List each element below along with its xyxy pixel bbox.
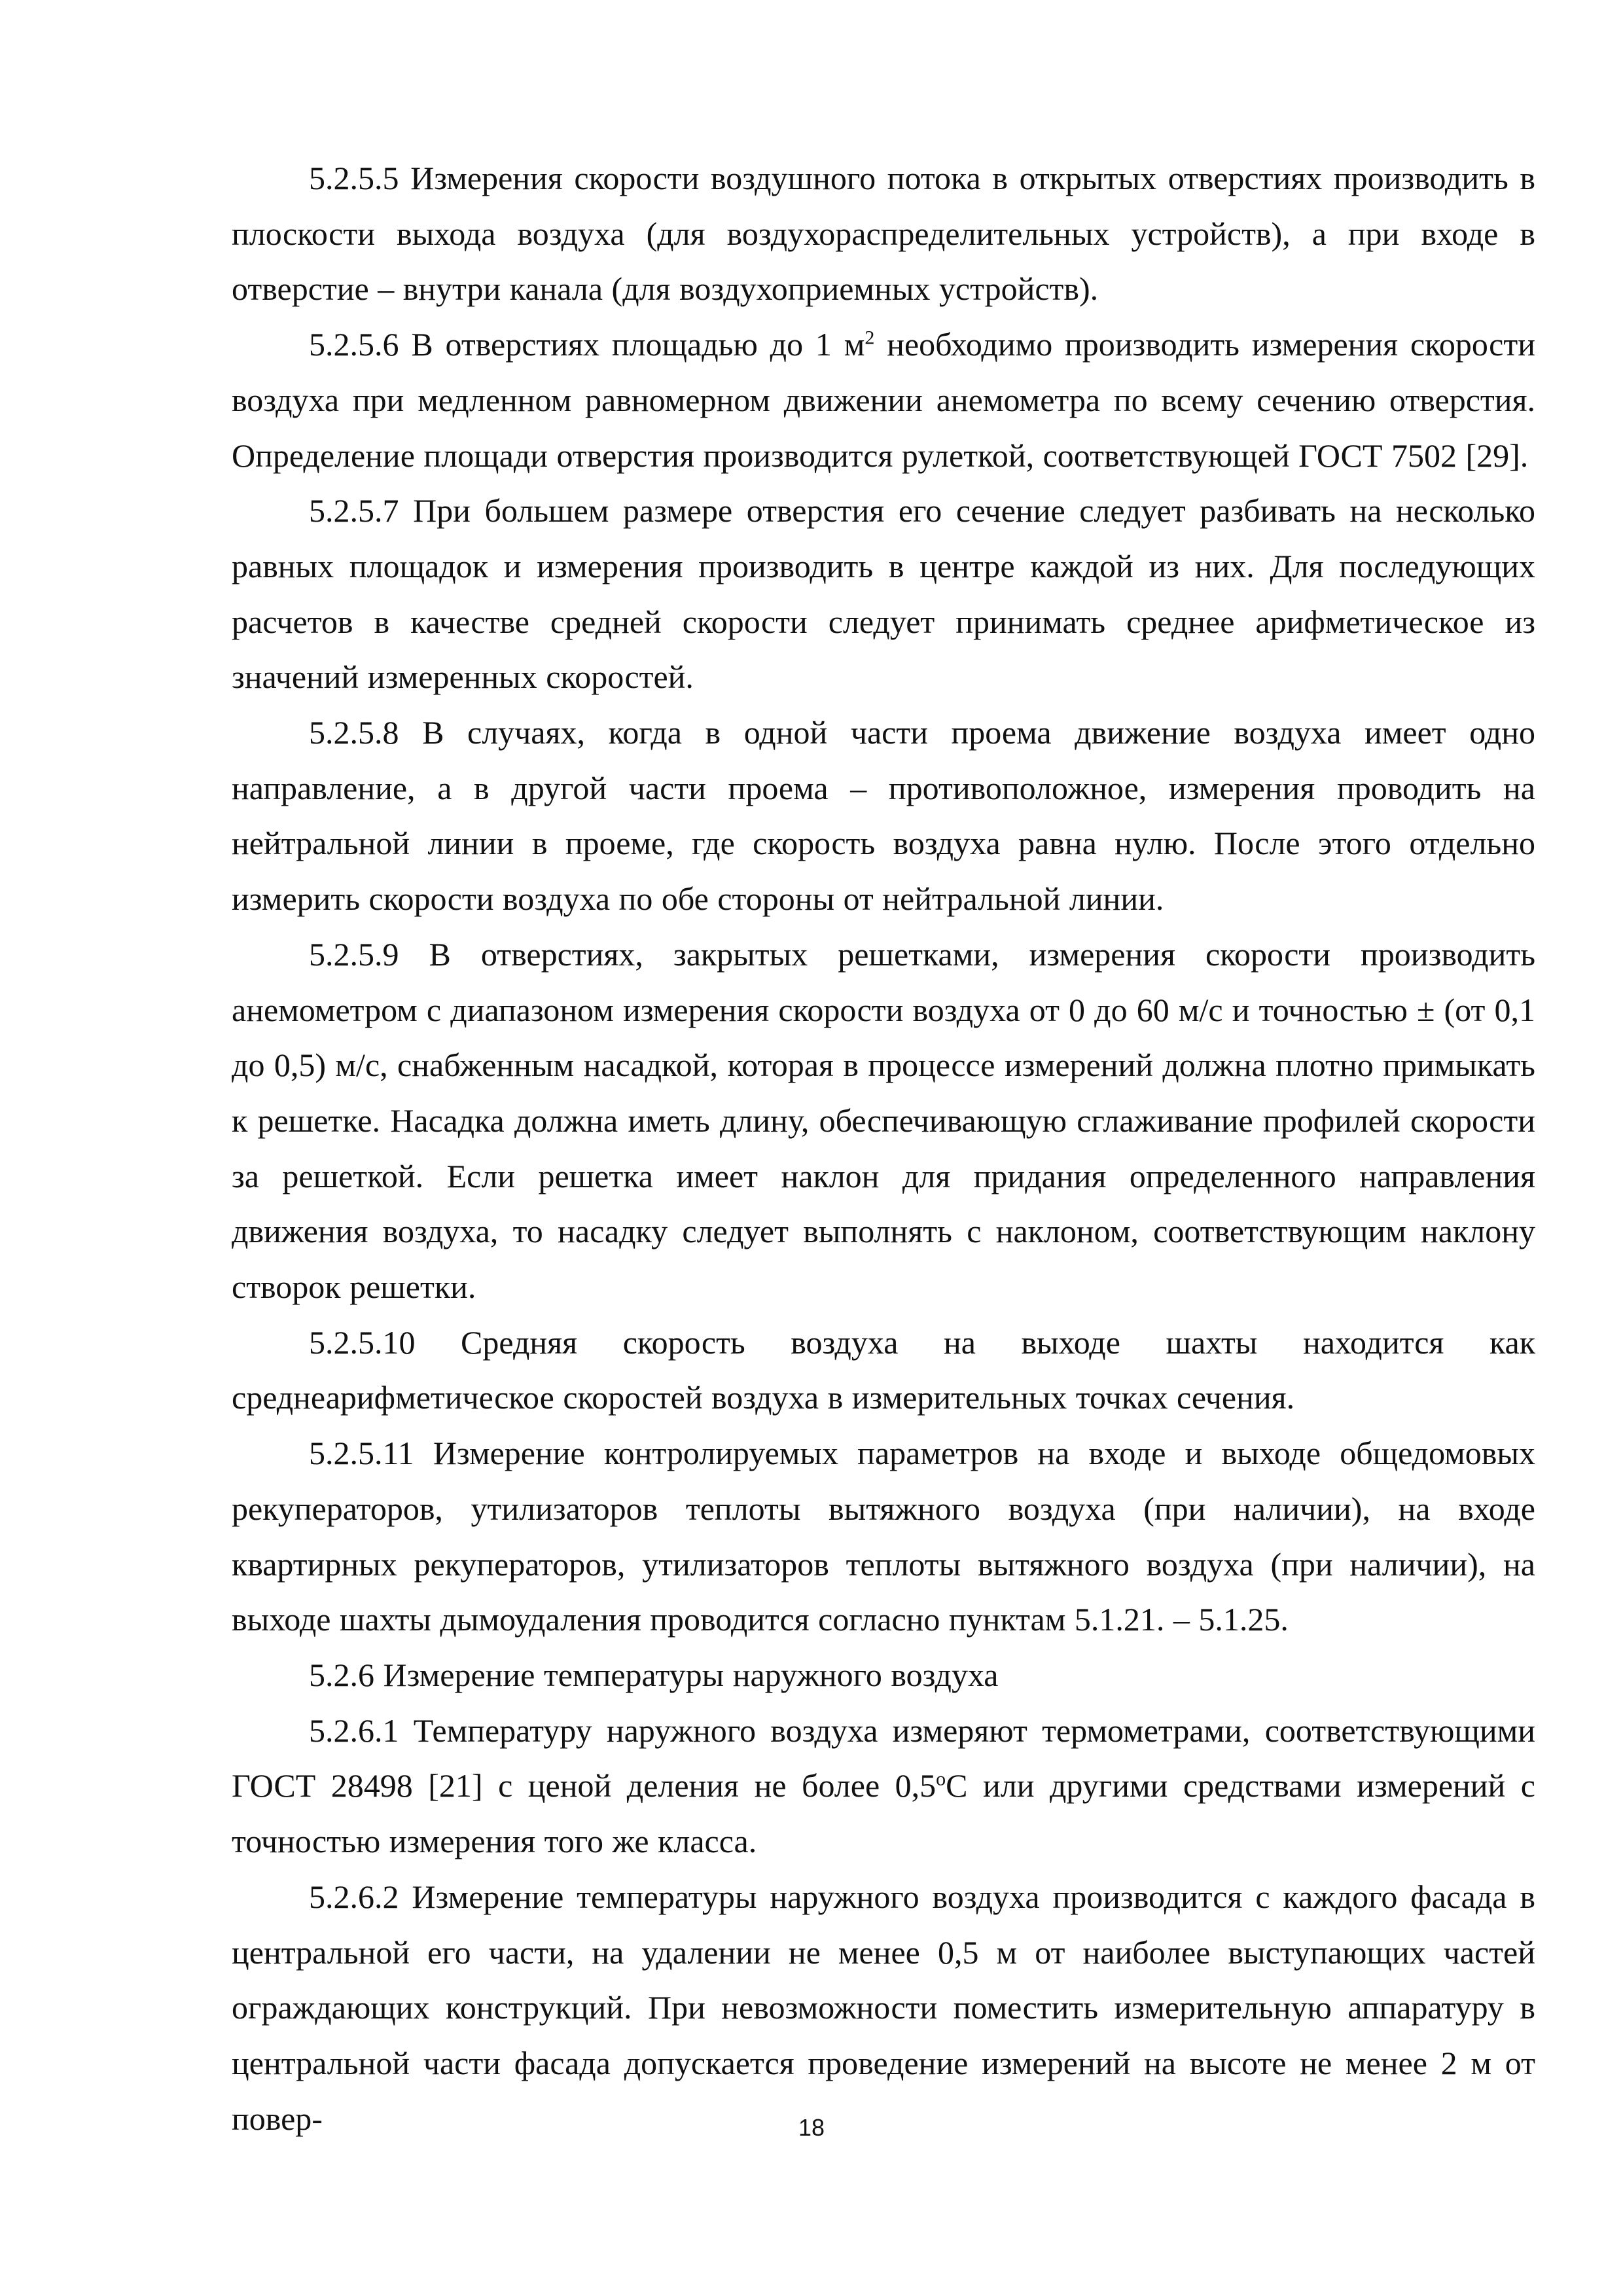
paragraph-text-end: С или другими средствами измерений с точностью измерения того же класса. xyxy=(232,1767,1535,1860)
paragraph-5-2-5-9 xyxy=(232,927,1535,1315)
paragraph-text: 5.2.5.8 В случаях, когда в одной части проема движение воздуха имеет одно направление, а в другой части проема – противоположное, измерения проводить на нейтральной линии в проеме, где скорость воздуха равна нулю. После этого отдельно измерить скорости воздуха по обе стороны от нейтральной линии. xyxy=(232,714,1535,918)
paragraph-text: 5.2.5.9 В отверстиях, закрытых решетками, измерения скорости производить анемометром с диапазоном измерения скорости воздуха от 0 до 60 м/с и точностью ± (от 0,1 до 0,5) м/с, снабженным насадкой, которая в процессе измерений должна плотно примыкать к решетке. Насадка должна иметь длину, обеспечивающую сглаживание профилей скорости за решеткой. Если решетка имеет наклон для придания определенного направления движения воздуха, то насадку следует выполнять с наклоном, соответствующим наклону створок решетки. xyxy=(232,935,1535,1306)
paragraph-text: 5.2.6.2 Измерение температуры наружного воздуха производится с каждого фасада в центральной его части, на удалении не менее 0,5 м от наиболее выступающих частей ограждающих конструкций. При невозможности поместить измерительную аппаратуру в центральной части фасада допускается проведение измерений на высоте не менее 2 м от повер- xyxy=(232,1878,1535,2137)
paragraph-text: 5.2.5.5 Измерения скорости воздушного потока в открытых отверстиях производить в плоскости выхода воздуха (для воздухораспределительных устройств), а при входе в отверстие – внутри канала (для воздухоприемных устройств). xyxy=(232,160,1535,308)
paragraph-5-2-5-7 xyxy=(232,483,1535,705)
paragraph-text: 5.2.5.10 Средняя скорость воздуха на выходе шахты находится как среднеарифметическое скоростей воздуха в измерительных точках сечения. xyxy=(232,1323,1535,1416)
paragraph-5-2-6-1 xyxy=(232,1703,1535,1869)
document-body xyxy=(232,151,1535,2146)
section-heading-5-2-6 xyxy=(232,1647,1535,1703)
paragraph-text-end: необходимо производить измерения скорости воздуха при медленном равномерном движении анемометра по всему сечению отверстия. Определение площади отверстия производится рулеткой, соответствующей ГОСТ 7502 [29]. xyxy=(232,326,1535,474)
paragraph-5-2-5-6 xyxy=(232,317,1535,483)
paragraph-text-start: 5.2.6.1 Температуру наружного воздуха измеряют термометрами, соответствующими ГОСТ 28498 [21] с ценой деления не более 0,5 xyxy=(232,1712,1535,1804)
paragraph-text: 5.2.5.11 Измерение контролируемых параметров на входе и выходе общедомовых рекуператоров, утилизаторов теплоты вытяжного воздуха (при наличии), на входе квартирных рекуператоров, утилизаторов теплоты вытяжного воздуха (при наличии), на выходе шахты дымоудаления проводится согласно пунктам 5.1.21. – 5.1.25. xyxy=(232,1435,1535,1638)
paragraph-5-2-5-8 xyxy=(232,705,1535,927)
superscript-degree: о xyxy=(936,1768,946,1790)
paragraph-5-2-5-5 xyxy=(232,151,1535,317)
paragraph-text-start: 5.2.5.6 В отверстиях площадью до 1 м xyxy=(309,326,865,363)
paragraph-5-2-5-10 xyxy=(232,1315,1535,1426)
page-number: 18 xyxy=(798,2114,825,2141)
paragraph-5-2-5-11 xyxy=(232,1426,1535,1647)
paragraph-text: 5.2.5.7 При большем размере отверстия его сечение следует разбивать на несколько равных площадок и измерения производить в центре каждой из них. Для последующих расчетов в качестве средней скорости следует принимать среднее арифметическое из значений измеренных скоростей. xyxy=(232,492,1535,696)
superscript-square: 2 xyxy=(865,327,875,349)
paragraph-5-2-6-2 xyxy=(232,1869,1535,2147)
section-heading-text: 5.2.6 Измерение температуры наружного воздуха xyxy=(309,1656,999,1693)
